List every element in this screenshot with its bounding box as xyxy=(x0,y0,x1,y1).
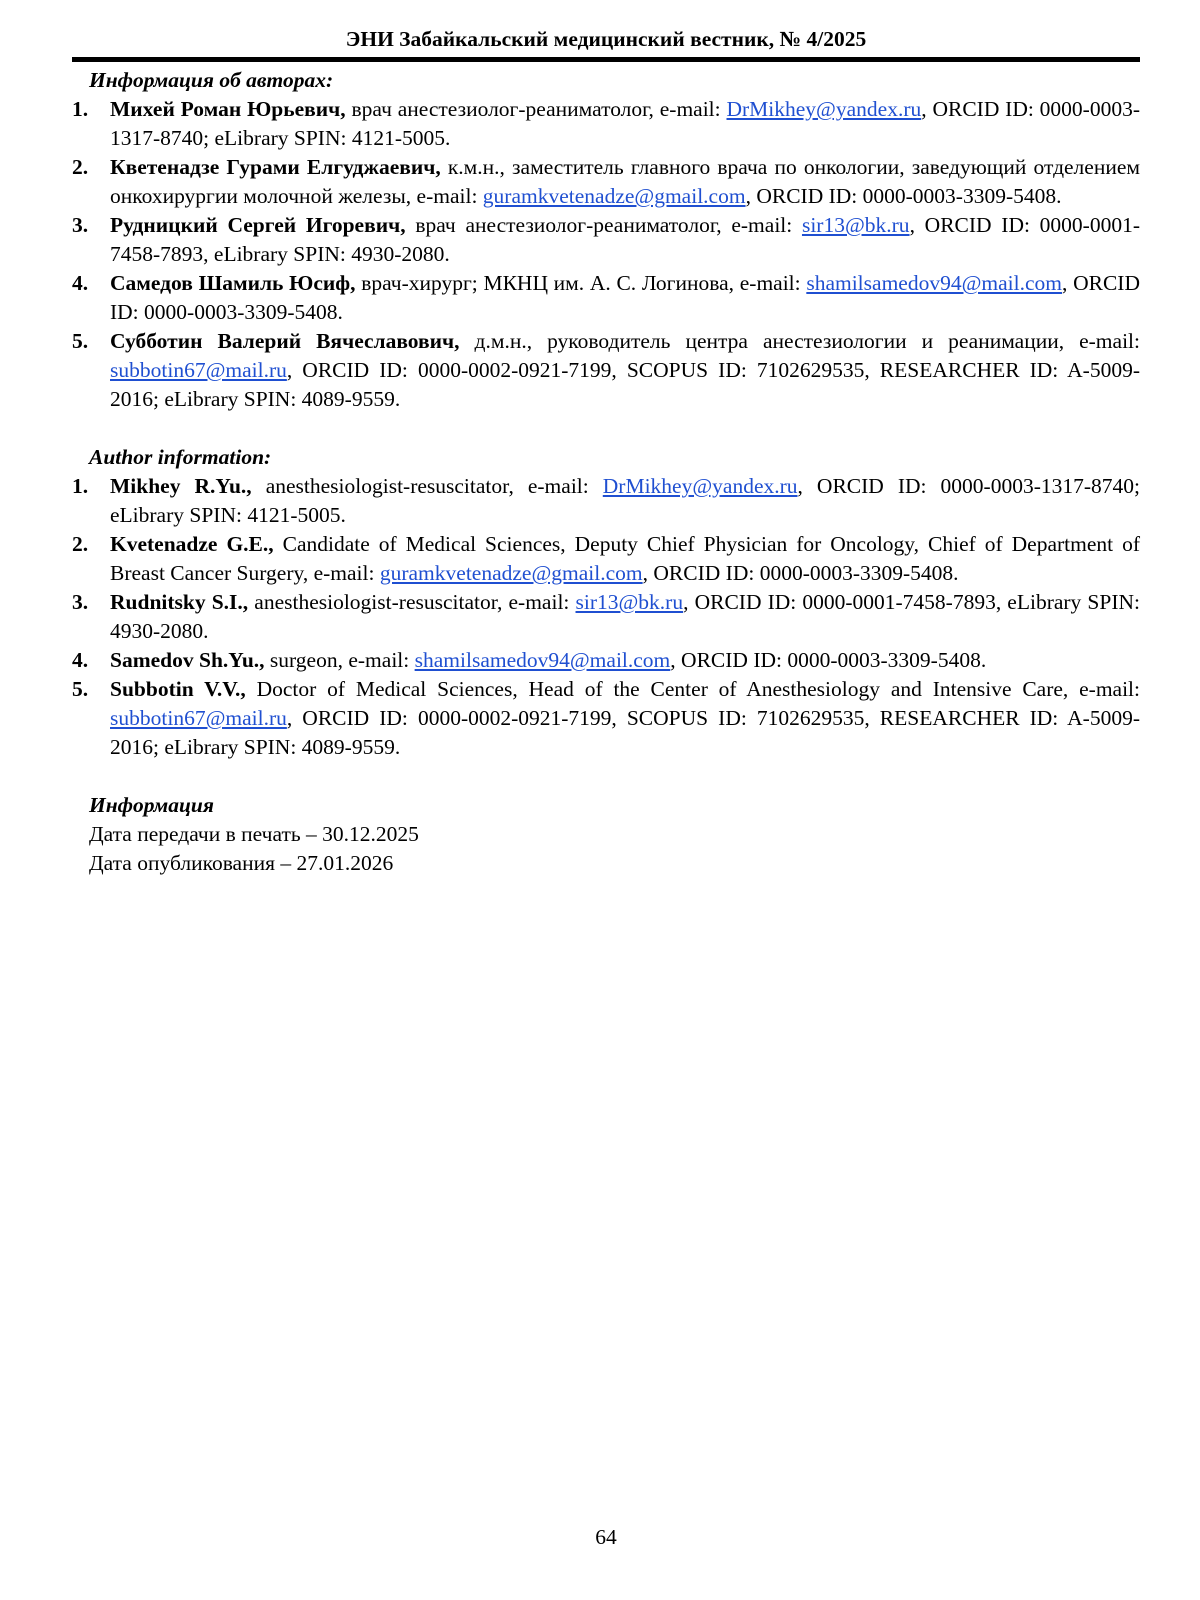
author-details: врач анестезиолог-реаниматолог, e-mail: xyxy=(405,213,802,237)
author-details: anesthesiologist-resuscitator, e-mail: xyxy=(251,474,603,498)
page-content xyxy=(72,66,1140,878)
author-name: Subbotin V.V., xyxy=(110,677,246,701)
author-ids: , ORCID ID: 0000-0003-1317-8740; eLibrary SPIN: 4121-5005. xyxy=(110,474,1140,527)
author-email-link[interactable]: sir13@bk.ru xyxy=(575,590,684,614)
author-email-link[interactable]: DrMikhey@yandex.ru xyxy=(602,474,798,498)
author-email-link[interactable]: shamilsamedov94@mail.com xyxy=(806,271,1062,295)
author-ids: , ORCID ID: 0000-0002-0921-7199, SCOPUS ID: 7102629535, RESEARCHER ID: A-5009-2016; eLibrary SPIN: 4089-9559. xyxy=(110,706,1140,759)
author-en-item xyxy=(72,588,1140,646)
author-ids: , ORCID ID: 0000-0001-7458-7893, eLibrary SPIN: 4930-2080. xyxy=(110,213,1140,266)
item-number: 1. xyxy=(72,474,89,498)
item-number: 2. xyxy=(72,532,89,556)
author-email-link[interactable]: guramkvetenadze@gmail.com xyxy=(379,561,643,585)
author-details: д.м.н., руководитель центра анестезиологии и реанимации, e-mail: xyxy=(459,329,1140,353)
author-ids: , ORCID ID: 0000-0003-3309-5408. xyxy=(642,561,959,585)
authors-en-list xyxy=(72,472,1140,762)
author-details: врач анестезиолог-реаниматолог, e-mail: xyxy=(345,97,727,121)
author-ids: , ORCID ID: 0000-0003-1317-8740; eLibrary SPIN: 4121-5005. xyxy=(110,97,1140,150)
author-email-link[interactable]: subbotin67@mail.ru xyxy=(110,706,287,730)
item-number: 5. xyxy=(72,329,89,353)
item-number: 3. xyxy=(72,590,89,614)
author-email-link[interactable]: sir13@bk.ru xyxy=(801,213,910,237)
authors-en-title: Author information: xyxy=(89,445,272,469)
author-ids: , ORCID ID: 0000-0003-3309-5408. xyxy=(745,184,1062,208)
author-name: Samedov Sh.Yu., xyxy=(110,648,265,672)
author-details: Candidate of Medical Sciences, Deputy Chief Physician for Oncology, Chief of Department of Breast Cancer Surgery, e-mail: xyxy=(110,532,1140,585)
author-en-item xyxy=(72,530,1140,588)
author-details: surgeon, e-mail: xyxy=(264,648,415,672)
item-number: 5. xyxy=(72,677,89,701)
author-ru-item xyxy=(72,153,1140,211)
authors-ru-list xyxy=(72,95,1140,414)
author-email-link[interactable]: shamilsamedov94@mail.com xyxy=(414,648,671,672)
publish-date: Дата опубликования – 27.01.2026 xyxy=(89,851,394,875)
author-ids: , ORCID ID: 0000-0002-0921-7199, SCOPUS ID: 7102629535, RESEARCHER ID: A-5009-2016; eLibrary SPIN: 4089-9559. xyxy=(110,358,1140,411)
author-en-item xyxy=(72,646,1140,675)
author-details: Doctor of Medical Sciences, Head of the Center of Anesthesiology and Intensive Care, e-mail: xyxy=(245,677,1140,701)
header-rule xyxy=(72,57,1140,62)
print-date: Дата передачи в печать – 30.12.2025 xyxy=(89,822,419,846)
author-email-link[interactable]: subbotin67@mail.ru xyxy=(110,358,287,382)
section-spacer xyxy=(72,414,1140,443)
info-title: Информация xyxy=(89,793,214,817)
author-details: anesthesiologist-resuscitator, e-mail: xyxy=(248,590,576,614)
author-ru-item xyxy=(72,327,1140,414)
author-ru-item xyxy=(72,95,1140,153)
author-name: Kvetenadze G.E., xyxy=(110,532,274,556)
journal-header: ЭНИ Забайкальский медицинский вестник, № 4/2025 xyxy=(345,27,867,51)
item-number: 3. xyxy=(72,213,89,237)
author-ru-item xyxy=(72,269,1140,327)
author-ids: , ORCID ID: 0000-0003-3309-5408. xyxy=(670,648,987,672)
author-email-link[interactable]: DrMikhey@yandex.ru xyxy=(726,97,922,121)
page-number: 64 xyxy=(595,1525,617,1549)
item-number: 4. xyxy=(72,648,89,672)
author-details: врач-хирург; МКНЦ им. А. С. Логинова, e-mail: xyxy=(355,271,807,295)
author-name: Рудницкий Сергей Игоревич, xyxy=(110,213,406,237)
author-name: Mikhey R.Yu., xyxy=(110,474,252,498)
author-name: Михей Роман Юрьевич, xyxy=(110,97,346,121)
section-spacer xyxy=(72,762,1140,791)
item-number: 4. xyxy=(72,271,89,295)
author-ru-item xyxy=(72,211,1140,269)
author-ids: , ORCID ID: 0000-0001-7458-7893, eLibrary SPIN: 4930-2080. xyxy=(110,590,1140,643)
author-name: Субботин Валерий Вячеславович, xyxy=(110,329,460,353)
author-name: Кветенадзе Гурами Елгуджаевич, xyxy=(110,155,441,179)
author-en-item xyxy=(72,675,1140,762)
item-number: 2. xyxy=(72,155,89,179)
authors-ru-title: Информация об авторах: xyxy=(89,68,334,92)
author-ids: , ORCID ID: 0000-0003-3309-5408. xyxy=(110,271,1140,324)
author-name: Rudnitsky S.I., xyxy=(110,590,249,614)
author-email-link[interactable]: guramkvetenadze@gmail.com xyxy=(482,184,746,208)
item-number: 1. xyxy=(72,97,89,121)
author-en-item xyxy=(72,472,1140,530)
author-details: к.м.н., заместитель главного врача по онкологии, заведующий отделением онкохирургии молочной железы, e-mail: xyxy=(110,155,1140,208)
author-name: Самедов Шамиль Юсиф, xyxy=(110,271,356,295)
